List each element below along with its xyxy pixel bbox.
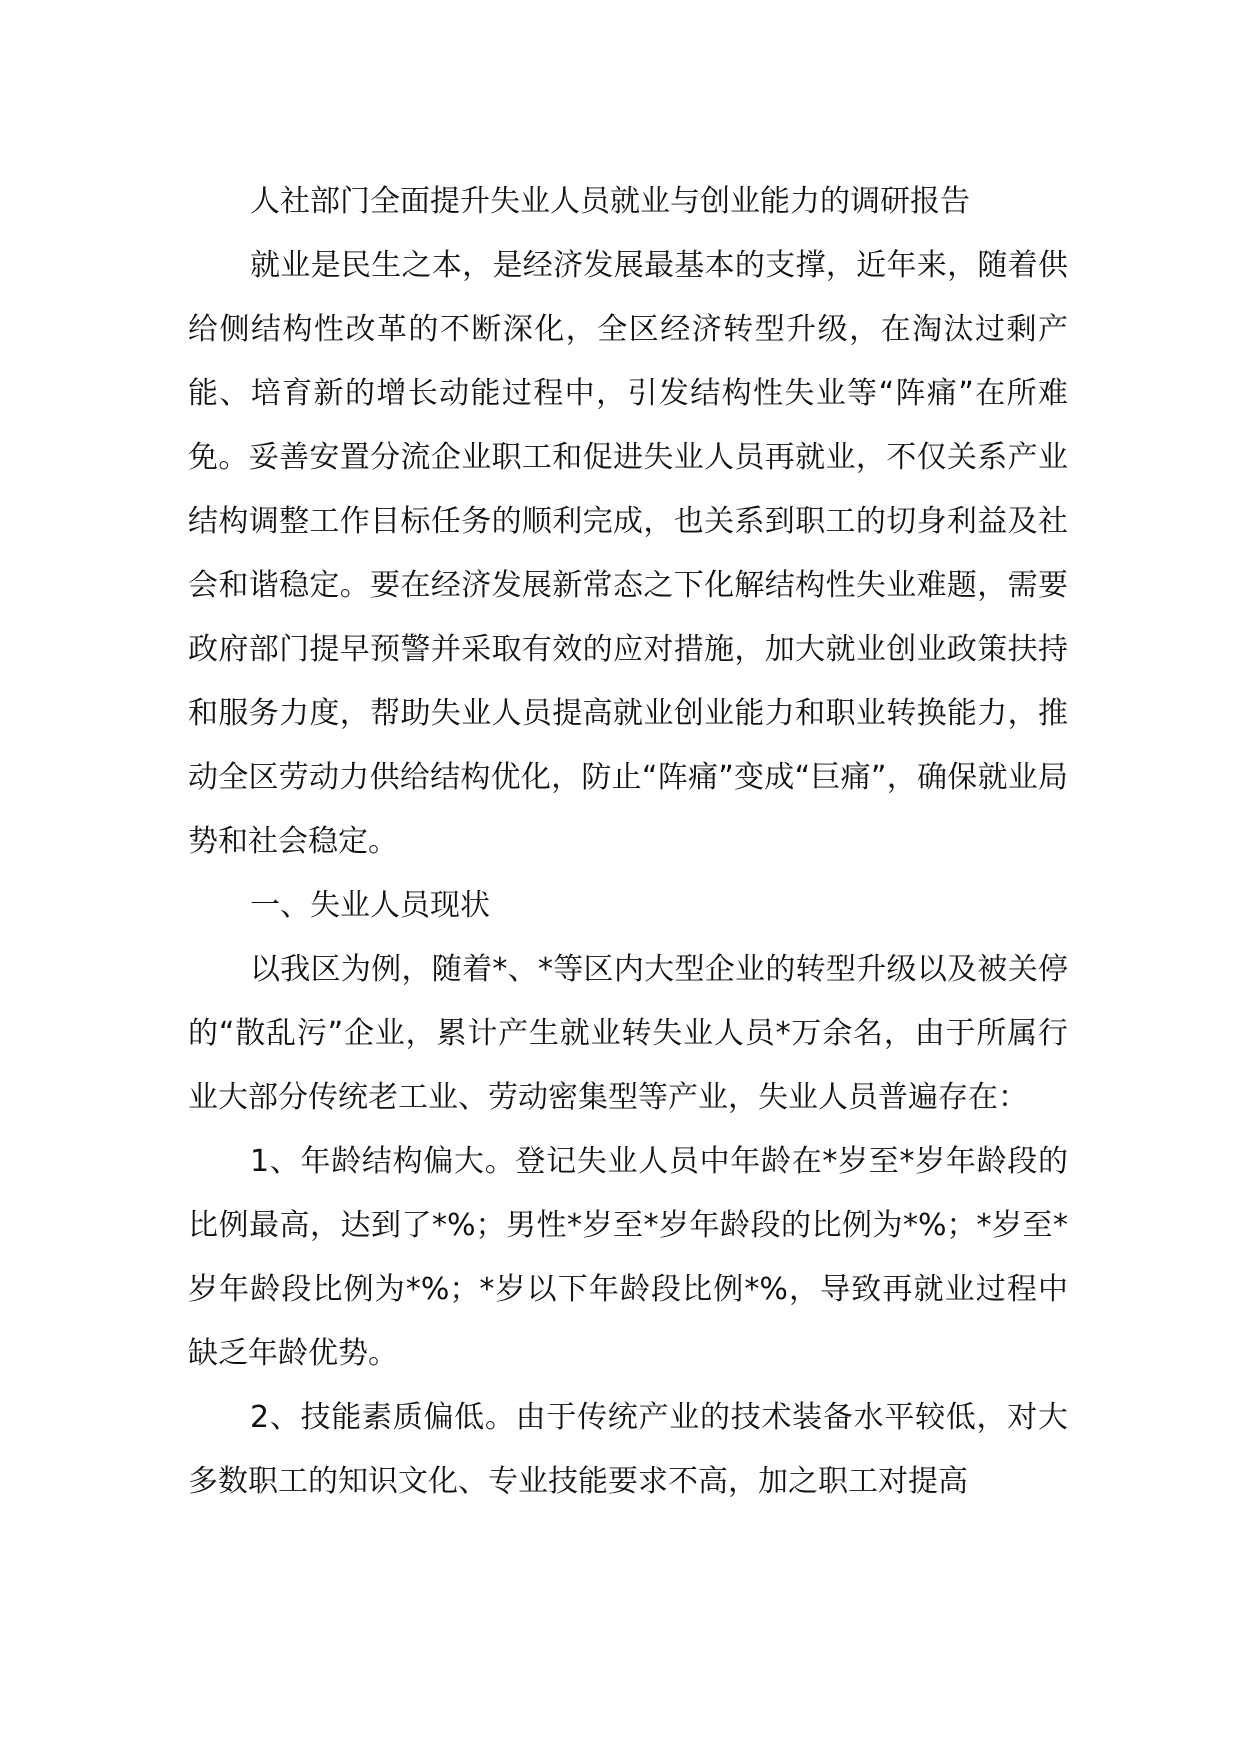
intro-paragraph: 就业是民生之本，是经济发展最基本的支撑，近年来，随着供给侧结构性改革的不断深化，全区经济转型升级，在淘汰过剩产能、培育新的增长动能过程中，引发结构性失业等“阵痛”在所难免。妥善安置分流企业职工和促进失业人员再就业，不仅关系产业结构调整工作目标任务的顺利完成，也关系到职工的切身利益及社会和谐稳定。要在经济发展新常态之下化解结构性失业难题，需要政府部门提早预警并采取有效的应对措施，加大就业创业政策扶持和服务力度，帮助失业人员提高就业创业能力和职业转换能力，推动全区劳动力供给结构优化，防止“阵痛”变成“巨痛”，确保就业局势和社会稳定。 xyxy=(188,248,1068,859)
document-title: 人社部门全面提升失业人员就业与创业能力的调研报告 xyxy=(250,184,970,219)
section1-paragraph: 以我区为例，随着*、*等区内大型企业的转型升级以及被关停的“散乱污”企业，累计产生就业转失业人员*万余名，由于所属行业大部分传统老工业、劳动密集型等产业，失业人员普遍存在： xyxy=(188,952,1068,1115)
list-item-skill-quality: 2、技能素质偏低。由于传统产业的技术装备水平较低，对大多数职工的知识文化、专业技能要求不高，加之职工对提高 xyxy=(188,1400,1068,1499)
document-body xyxy=(188,170,1068,1514)
list-item-age-structure: 1、年龄结构偏大。登记失业人员中年龄在*岁至*岁年龄段的比例最高，达到了*%；男性*岁至*岁年龄段的比例为*%；*岁至*岁年龄段比例为*%；*岁以下年龄段比例*%，导致再就业过程中缺乏年龄优势。 xyxy=(188,1144,1068,1371)
section-heading-1: 一、失业人员现状 xyxy=(250,888,490,923)
